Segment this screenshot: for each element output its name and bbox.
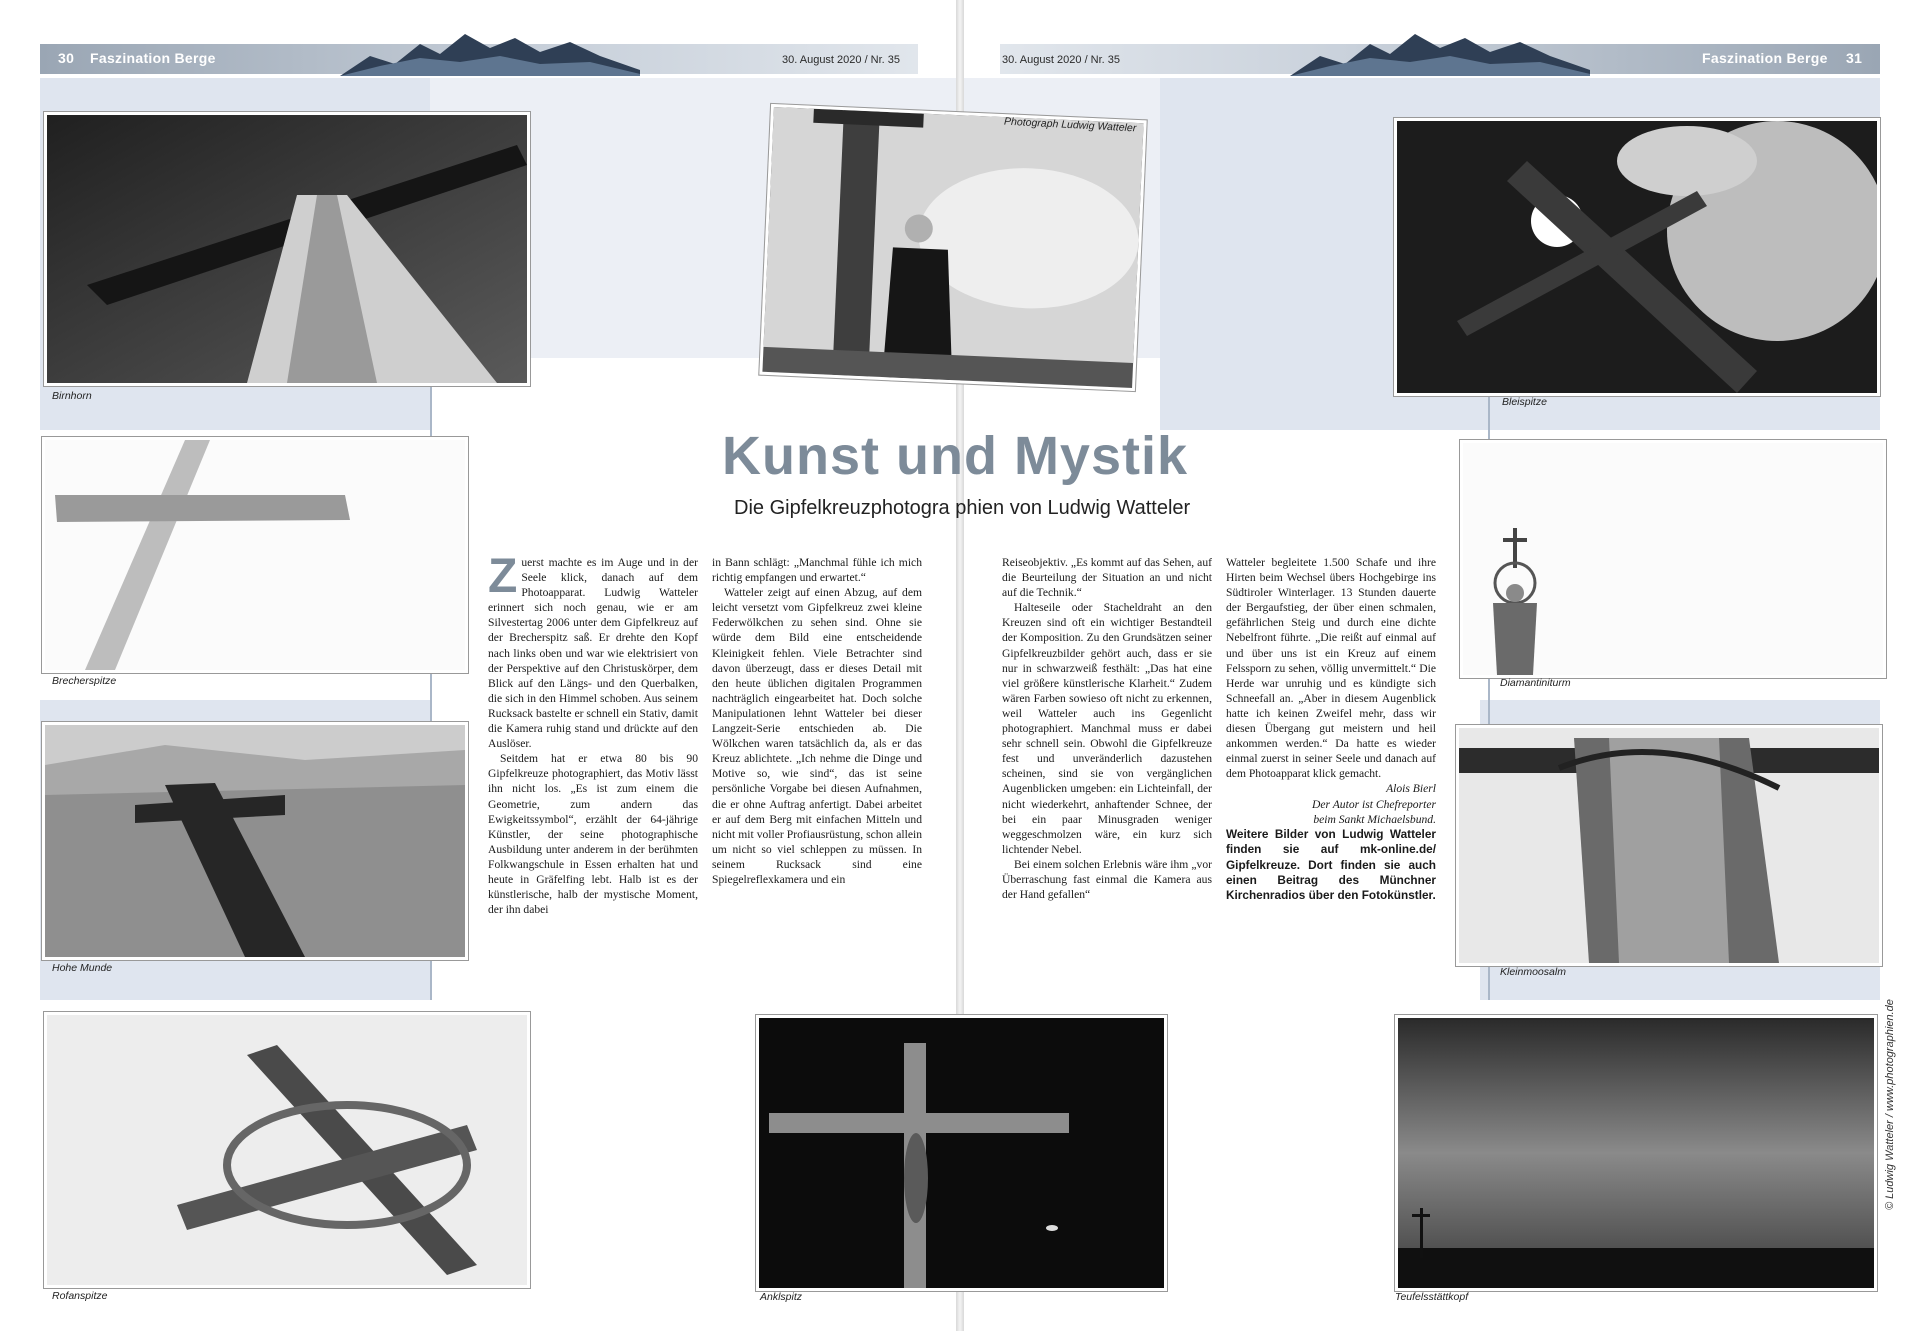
caption-rofanspitze: Rofanspitze bbox=[52, 1290, 108, 1302]
section-title-left: Faszination Berge bbox=[90, 50, 216, 66]
photo-hohe-munde bbox=[42, 722, 468, 960]
photo-kleinmoosalm bbox=[1456, 725, 1882, 966]
caption-brecherspitze: Brecherspitze bbox=[52, 675, 117, 687]
page-number-right: 31 bbox=[1846, 50, 1863, 66]
article-subtitle: Die Gipfelkreuzphotogra phien von Ludwig Watteler bbox=[734, 497, 1191, 519]
text-column-2 bbox=[712, 555, 922, 887]
text-column-1 bbox=[488, 550, 698, 917]
paragraph-8: Watteler begleitete 1.500 Schafe und ihre Hirten beim Wechsel übers Hochgebirge ins Südtiroler Winterlager. 13 Stunden dauerte der Bergaufstieg, der über einen schmalen, gefährlichen Steig und durch eine dichte Nebelfront führte. „Die reißt auf einmal auf und über uns ist ein Kreuz auf einem Felssporn zu sehen, völlig unvermittelt.“ Die Herde war unruhig und es kündigte sich Schneefall an. „Aber in diesem Augenblick hatte ich keinen Zweifel mehr, dass wir diesen Übergang gut meistern und heil ankommen werden.“ Da hatte es wieder einmal zuerst in seiner Seele und danach auf dem Photoapparat klick gemacht. bbox=[1226, 556, 1436, 781]
caption-anklspitz: Anklspitz bbox=[760, 1291, 803, 1303]
caption-bleispitze: Bleispitze bbox=[1502, 396, 1547, 408]
caption-kleinmoosalm: Kleinmoosalm bbox=[1500, 966, 1566, 978]
photo-brecherspitze bbox=[42, 437, 468, 673]
paragraph-7: Bei einem solchen Erlebnis wäre ihm „vor Überraschung fast einmal die Kamera aus der Hand gefallen“ bbox=[1002, 857, 1212, 902]
paragraph-1 bbox=[488, 550, 698, 751]
photo-photographer bbox=[759, 104, 1146, 391]
photo-diamantiniturm bbox=[1460, 440, 1886, 678]
photo-anklspitz bbox=[756, 1015, 1167, 1291]
section-title-right: Faszination Berge bbox=[1702, 50, 1828, 66]
photo-teufelsstaettkopf bbox=[1395, 1015, 1877, 1291]
mountain-banner-left bbox=[340, 26, 640, 76]
author-role-line-1: Der Autor ist Chefreporter bbox=[1312, 797, 1436, 811]
page-number-left: 30 bbox=[58, 50, 75, 66]
paragraph-3: in Bann schlägt: „Manchmal fühle ich mich richtig empfangen und erwartet.“ bbox=[712, 556, 922, 585]
caption-diamantiniturm: Diamantiniturm bbox=[1500, 677, 1571, 689]
article-title: Kunst und Mystik bbox=[722, 426, 1189, 486]
author-role-line-2: beim Sankt Michaelsbund. bbox=[1313, 812, 1436, 826]
caption-teufelsstaettkopf: Teufelsstättkopf bbox=[1395, 1291, 1469, 1303]
issue-date-left: 30. August 2020 / Nr. 35 bbox=[782, 54, 901, 66]
paragraph-6: Halteseile oder Stacheldraht an den Kreuzen sind oft ein wichtiger Bestandteil der Komposition. Zu den Grundsätzen seiner Gipfelkreuzbilder gehört auch, dass er sie nur in schwarzweiß festhält: „Das hat eine viel größere künstlerische Klarheit.“ Zudem wären Farben sowieso oft nicht zu erkennen, weil Watteler auch ins Gegenlicht photographiert. Manchmal muss er dabei sehr schnell sein. Obwohl die Gipfelkreuze fest und unveränderlich dazustehen scheinen, sind sie von vergänglichen Augenblicken umgeben: ein Lichteinfall, der nicht wiederkehrt, anhaftender Schnee, der bei ein paar Minusgraden weniger weggeschmolzen wäre, ein kurz sich lichtender Nebel. bbox=[1002, 601, 1212, 856]
caption-photographer: Photograph Ludwig Watteler bbox=[1003, 115, 1137, 135]
caption-birnhorn: Birnhorn bbox=[52, 390, 92, 402]
photo-credit: © Ludwig Watteler / www.photographien.de bbox=[1884, 999, 1896, 1210]
photo-bleispitze bbox=[1394, 118, 1880, 396]
text-column-3 bbox=[1002, 555, 1212, 902]
text-column-4 bbox=[1226, 555, 1436, 904]
mountain-banner-right bbox=[1290, 26, 1590, 76]
paragraph-1-text: uerst machte es im Auge und in der Seele klick, danach auf dem Photoapparat. Ludwig Watteler erinnert sich noch genau, wie er am Silvestertag 2006 unter dem Gipfelkreuz auf der Brecherspitz saß. Er drehte den Kopf nach links oben und war wie elektrisiert von der Perspektive auf den Christuskörper, dem Blick auf den Längs- und den Querbalken, die sich in den Himmel schoben. Aus seinem Rucksack bastelte er schnell ein Stativ, damit die Kamera ruhig stand und drückte auf den Auslöser. bbox=[488, 556, 698, 751]
author-name: Alois Bierl bbox=[1386, 782, 1436, 796]
paragraph-2: Seitdem hat er etwa 80 bis 90 Gipfelkreuze photographiert, das Motiv lässt ihn nicht los. „Es ist zum einem die Geometrie, zum andern das Ewigkeitssymbol“, erzählt der 64-jährige Künstler, der seine photographische Ausbildung unter anderem in der berühmten Folkwangschule in Essen erhalten hat und heute in Gräfelfing lebt. Halb ist es der künstlerische, halb der mystische Moment, der ihn dabei bbox=[488, 752, 698, 917]
issue-date-right: 30. August 2020 / Nr. 35 bbox=[1002, 54, 1121, 66]
caption-hohe-munde: Hohe Munde bbox=[52, 962, 113, 974]
paragraph-4: Watteler zeigt auf einen Abzug, auf dem leicht versetzt vom Gipfelkreuz zwei kleine Federwölkchen zu sehen sind. Ohne sie würde dem Bild eine entscheidende Kleinigkeit fehlen. Viele Betrachter sind davon überzeugt, dass er dieses Detail mit den heute üblichen digitalen Programmen nachträglich eingearbeitet hat. Doch solche Manipulationen lehnt Watteler bei dieser Langzeit-Serie entschieden ab. Die Wölkchen waren tatsächlich da, als er das Kreuz ablichtete. „Ich nehme die Dinge und Motive so, wie sind“, das ist seine persönliche Vorgabe bei diesen Aufnahmen, die er ohne Auftrag anfertigt. Dabei arbeitet er auf dem Berg mit einfachen Mitteln und nicht mit voller Profiausrüstung, schon allein um nicht so viel schleppen zu müssen. In seinem Rucksack sind eine Spiegelreflexkamera und ein bbox=[712, 586, 922, 886]
more-info-note: Weitere Bilder von Ludwig Watteler finden sie auf mk-online.de/ Gipfelkreuze. Dort finden sie auch einen Beitrag des Münchner Kirchenradios über den Fotokünstler. bbox=[1226, 826, 1436, 903]
photo-rofanspitze bbox=[44, 1012, 530, 1288]
paragraph-5: Reiseobjektiv. „Es kommt auf das Sehen, auf die Beurteilung der Situation an und nicht auf die Technik.“ bbox=[1002, 556, 1212, 600]
drop-cap: Z bbox=[488, 550, 518, 603]
photo-birnhorn bbox=[44, 112, 530, 386]
